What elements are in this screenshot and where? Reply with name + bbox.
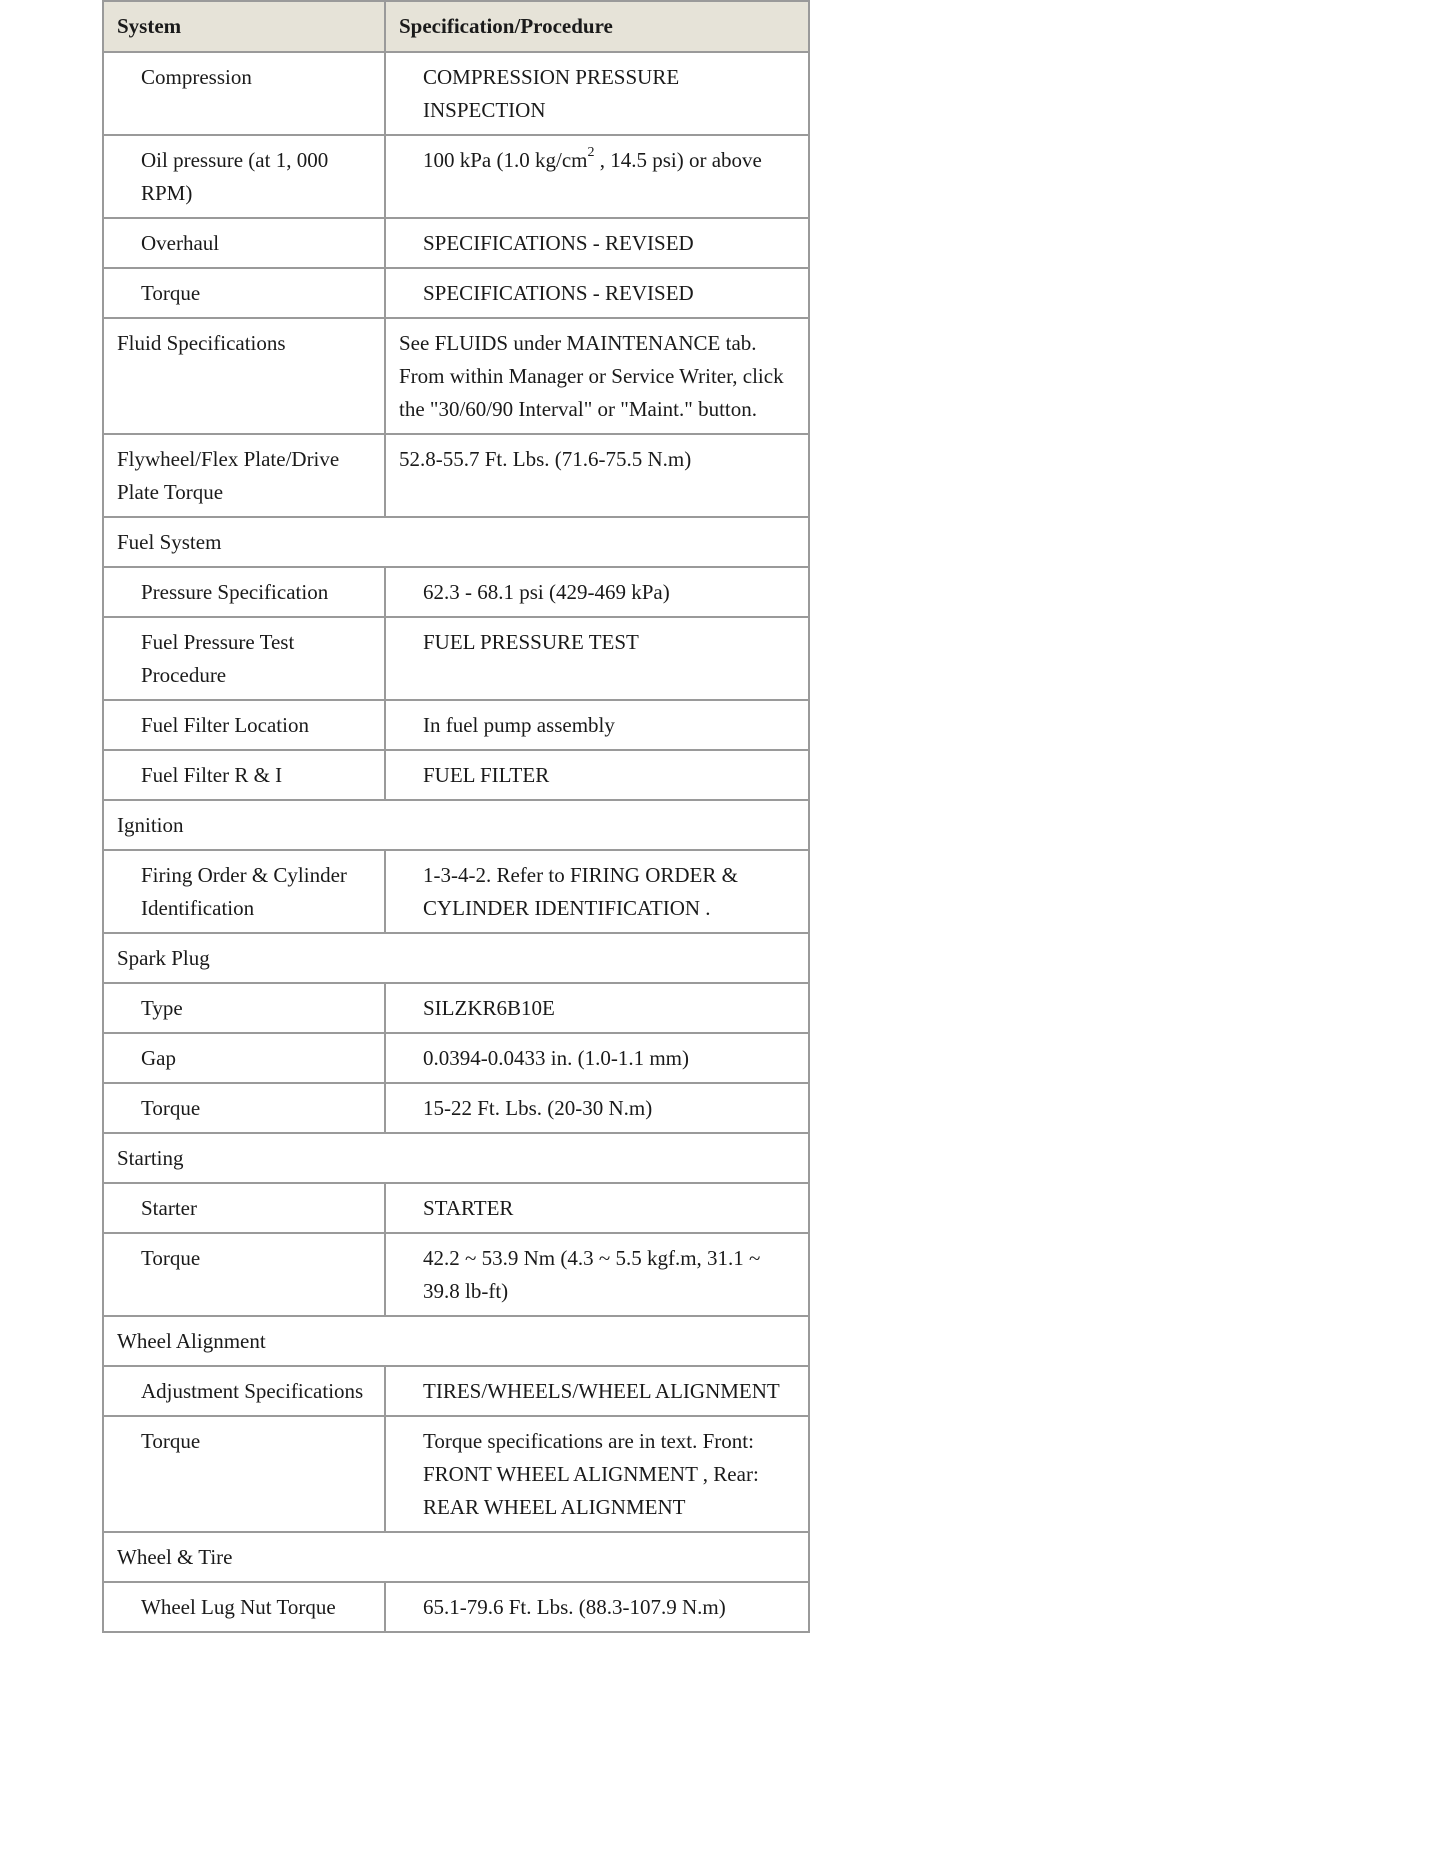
section-row (103, 1316, 809, 1366)
spec-cell: FUEL PRESSURE TEST (385, 617, 809, 700)
spec-cell: Torque specifications are in text. Front: FRONT WHEEL ALIGNMENT , Rear: REAR WHEEL ALIGNMENT (385, 1416, 809, 1532)
table-row (103, 1183, 809, 1233)
table-row (103, 700, 809, 750)
table-row (103, 218, 809, 268)
spec-cell: 52.8-55.7 Ft. Lbs. (71.6-75.5 N.m) (385, 434, 809, 517)
spec-cell: SPECIFICATIONS - REVISED (385, 218, 809, 268)
section-row (103, 933, 809, 983)
section-heading: Starting (103, 1133, 809, 1183)
spec-cell: 1-3-4-2. Refer to FIRING ORDER & CYLINDER IDENTIFICATION . (385, 850, 809, 933)
table-row (103, 135, 809, 218)
system-cell: Gap (103, 1033, 385, 1083)
system-cell: Compression (103, 52, 385, 135)
table-row (103, 617, 809, 700)
system-cell: Type (103, 983, 385, 1033)
section-row (103, 1133, 809, 1183)
spec-cell: 42.2 ~ 53.9 Nm (4.3 ~ 5.5 kgf.m, 31.1 ~ 39.8 lb-ft) (385, 1233, 809, 1316)
system-cell: Torque (103, 1233, 385, 1316)
table-row (103, 850, 809, 933)
system-cell: Wheel Lug Nut Torque (103, 1582, 385, 1632)
system-cell: Torque (103, 268, 385, 318)
table-row (103, 750, 809, 800)
spec-cell: SPECIFICATIONS - REVISED (385, 268, 809, 318)
table-header-row (103, 1, 809, 52)
system-cell: Starter (103, 1183, 385, 1233)
spec-cell: 62.3 - 68.1 psi (429-469 kPa) (385, 567, 809, 617)
spec-cell: STARTER (385, 1183, 809, 1233)
section-heading: Spark Plug (103, 933, 809, 983)
system-cell: Firing Order & Cylinder Identification (103, 850, 385, 933)
system-cell: Overhaul (103, 218, 385, 268)
system-cell: Torque (103, 1083, 385, 1133)
table-row (103, 434, 809, 517)
table-row (103, 983, 809, 1033)
table-row (103, 567, 809, 617)
spec-cell: See FLUIDS under MAINTENANCE tab. From within Manager or Service Writer, click the "30/60/90 Interval" or "Maint." button. (385, 318, 809, 434)
system-cell: Fuel Pressure Test Procedure (103, 617, 385, 700)
system-cell: Adjustment Specifications (103, 1366, 385, 1416)
spec-text: 100 kPa (1.0 kg/cm (423, 148, 588, 172)
system-cell: Pressure Specification (103, 567, 385, 617)
column-header-specification: Specification/Procedure (385, 1, 809, 52)
section-heading: Wheel & Tire (103, 1532, 809, 1582)
section-row (103, 517, 809, 567)
spec-text: , 14.5 psi) or above (594, 148, 762, 172)
spec-cell: 15-22 Ft. Lbs. (20-30 N.m) (385, 1083, 809, 1133)
table-row (103, 1416, 809, 1532)
system-cell: Flywheel/Flex Plate/Drive Plate Torque (103, 434, 385, 517)
spec-cell: FUEL FILTER (385, 750, 809, 800)
table-row (103, 52, 809, 135)
table-row (103, 1582, 809, 1632)
table-row (103, 1083, 809, 1133)
spec-cell (385, 135, 809, 218)
table-row (103, 1233, 809, 1316)
system-cell: Fuel Filter R & I (103, 750, 385, 800)
spec-cell: TIRES/WHEELS/WHEEL ALIGNMENT (385, 1366, 809, 1416)
table-row (103, 268, 809, 318)
section-heading: Ignition (103, 800, 809, 850)
spec-cell: 65.1-79.6 Ft. Lbs. (88.3-107.9 N.m) (385, 1582, 809, 1632)
superscript: 2 (587, 145, 595, 160)
system-cell: Oil pressure (at 1, 000 RPM) (103, 135, 385, 218)
table-body (103, 52, 809, 1632)
system-cell: Fluid Specifications (103, 318, 385, 434)
spec-cell: 0.0394-0.0433 in. (1.0-1.1 mm) (385, 1033, 809, 1083)
section-row (103, 1532, 809, 1582)
spec-cell: COMPRESSION PRESSURE INSPECTION (385, 52, 809, 135)
system-cell: Torque (103, 1416, 385, 1532)
table-row (103, 1033, 809, 1083)
spec-cell: In fuel pump assembly (385, 700, 809, 750)
system-cell: Fuel Filter Location (103, 700, 385, 750)
section-heading: Wheel Alignment (103, 1316, 809, 1366)
table-row (103, 318, 809, 434)
column-header-system: System (103, 1, 385, 52)
specifications-table (102, 0, 810, 1633)
spec-cell: SILZKR6B10E (385, 983, 809, 1033)
table-row (103, 1366, 809, 1416)
section-row (103, 800, 809, 850)
section-heading: Fuel System (103, 517, 809, 567)
